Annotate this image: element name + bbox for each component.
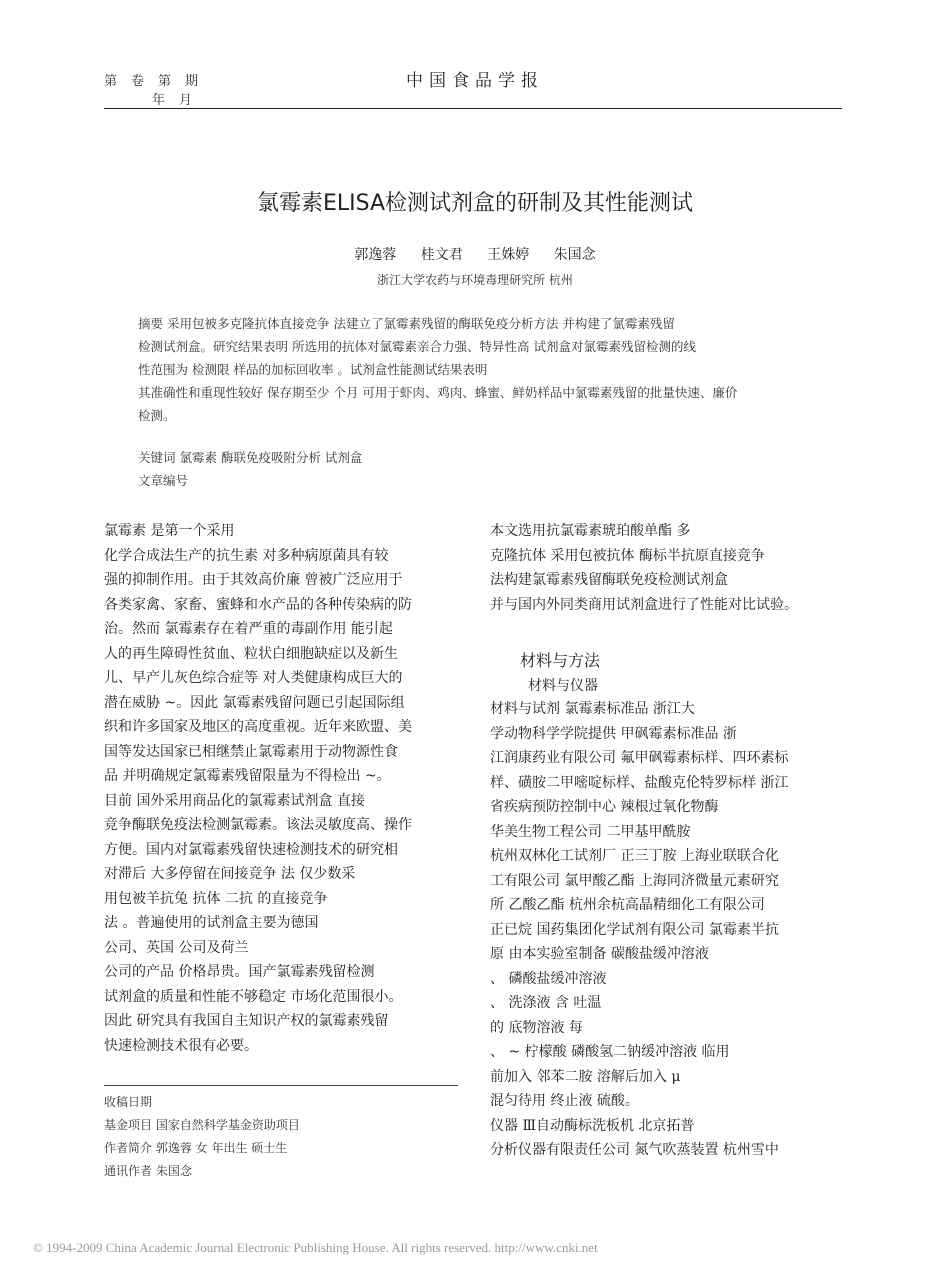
body-line: 各类家禽、家畜、蜜蜂和水产品的各种传染病的防 xyxy=(104,596,412,613)
body-line: 学动物科学学院提供 甲砜霉素标准品 浙 xyxy=(490,725,737,742)
footnote-rule xyxy=(104,1085,458,1086)
body-line: 品 并明确规定氯霉素残留限量为不得检出 ~。 xyxy=(104,768,391,784)
issue-line-2: 年月 xyxy=(152,93,207,108)
body-line: 、 磷酸盐缓冲溶液 xyxy=(490,970,607,987)
body-line: 省疾病预防控制中心 辣根过氧化物酶 xyxy=(490,799,719,815)
issue-line-1: 第卷第期 xyxy=(104,74,213,89)
body-line: 强的抑制作用。由于其效高价廉 曾被广泛应用于 xyxy=(104,572,403,588)
body-line: 公司、英国 公司及荷兰 xyxy=(104,939,249,956)
body-line: 正已烷 国药集团化学试剂有限公司 氯霉素半抗 xyxy=(490,921,779,938)
body-line: 、 ~ 柠檬酸 磷酸氢二钠缓冲溶液 临用 xyxy=(490,1044,730,1060)
body-line: 分析仪器有限责任公司 氮气吹蒸装置 杭州雪中 xyxy=(490,1142,779,1158)
body-line: 法 。普遍使用的试剂盒主要为德国 xyxy=(104,915,319,931)
body-line: 的 底物溶液 每 xyxy=(490,1019,583,1036)
body-line: 杭州双林化工试剂厂 正三丁胺 上海业联联合化 xyxy=(490,848,779,864)
body-line: 并与国内外同类商用试剂盒进行了性能对比试验。 xyxy=(490,596,798,613)
body-line: 江润康药业有限公司 氟甲砜霉素标样、四环素标 xyxy=(490,750,789,766)
right-column-materials xyxy=(490,697,842,1163)
affiliation: 浙江大学农药与环境毒理研究所 杭州 xyxy=(377,273,573,287)
body-line: 所 乙酸乙酯 杭州余杭高晶精细化工有限公司 xyxy=(490,897,765,913)
abstract-line: 其准确性和重现性较好 保存期至少 个月 可用于虾肉、鸡肉、蜂蜜、鲜奶样品中氯霉素残留的批量快速、廉价 xyxy=(138,385,738,400)
body-line: 方便。国内对氯霉素残留快速检测技术的研究相 xyxy=(104,841,398,858)
author: 王姝婷 xyxy=(487,247,530,263)
body-line: 原 由本实验室制备 碳酸盐缓冲溶液 xyxy=(490,946,709,962)
body-line: 治。然而 氯霉素存在着严重的毒副作用 能引起 xyxy=(104,621,393,637)
author-list xyxy=(0,244,950,264)
copyright-footer: © 1994-2009 China Academic Journal Electronic Publishing House. All rights reserved. http://www.cnki.net xyxy=(33,1240,598,1255)
body-line: 织和许多国家及地区的高度重视。近年来欧盟、美 xyxy=(104,719,412,735)
body-line: 竞争酶联免疫法检测氯霉素。该法灵敏度高、操作 xyxy=(104,817,412,833)
footnote-funding: 基金项目 国家自然科学基金资助项目 xyxy=(104,1118,300,1132)
body-line: 华美生物工程公司 二甲基甲酰胺 xyxy=(490,823,691,840)
footnote-author-bio: 作者简介 郭逸蓉 女 年出生 硕士生 xyxy=(104,1141,288,1155)
body-line: 对滞后 大多停留在间接竞争 法 仅少数采 xyxy=(104,866,356,882)
body-line: 、 洗涤液 含 吐温 xyxy=(490,995,602,1011)
right-column-intro xyxy=(490,519,842,617)
body-line: 法构建氯霉素残留酶联免疫检测试剂盒 xyxy=(490,572,728,588)
journal-name: 中国食品学报 xyxy=(406,71,544,91)
body-line: 工有限公司 氯甲酸乙酯 上海同济微量元素研究 xyxy=(490,872,779,889)
body-line: 材料与试剂 氯霉素标准品 浙江大 xyxy=(490,701,695,717)
body-line: 混匀待用 终止液 硫酸。 xyxy=(490,1093,639,1109)
abstract-line: 检测试剂盒。研究结果表明 所选用的抗体对氯霉素亲合力强、特异性高 试剂盒对氯霉素残留检测的线 xyxy=(138,339,696,354)
body-line: 公司的产品 价格昂贵。国产氯霉素残留检测 xyxy=(104,964,375,980)
abstract xyxy=(138,312,818,427)
author: 桂文君 xyxy=(420,247,463,263)
keywords-line: 关键词 氯霉素 酶联免疫吸附分析 试剂盒 xyxy=(138,450,363,465)
abstract-line: 性范围为 检测限 样品的加标回收率 。试剂盒性能测试结果表明 xyxy=(138,362,488,377)
body-line: 本文选用抗氯霉素琥珀酸单酯 多 xyxy=(490,523,691,539)
body-line: 仪器 Ⅲ自动酶标洗板机 北京拓普 xyxy=(490,1117,695,1134)
body-line: 克隆抗体 采用包被抗体 酶标半抗原直接竞争 xyxy=(490,547,765,564)
body-line: 人的再生障碍性贫血、粒状白细胞缺症以及新生 xyxy=(104,645,398,662)
body-line: 儿、早产儿灰色综合症等 对人类健康构成巨大的 xyxy=(104,670,403,686)
keywords xyxy=(138,446,818,492)
footnotes xyxy=(104,1091,458,1183)
paper-title: 氯霉素ELISA检测试剂盒的研制及其性能测试 xyxy=(256,191,694,216)
body-line: 样、磺胺二甲嘧啶标样、盐酸克伦特罗标样 浙江 xyxy=(490,774,789,791)
body-line: 试剂盒的质量和性能不够稳定 市场化范围很小。 xyxy=(104,988,403,1005)
body-line: 前加入 邻苯二胺 溶解后加入 μ xyxy=(490,1068,681,1085)
body-line: 潜在威胁 ~。因此 氯霉素残留问题已引起国际组 xyxy=(104,694,405,711)
body-line: 快速检测技术很有必要。 xyxy=(104,1037,258,1054)
body-line: 目前 国外采用商品化的氯霉素试剂盒 直接 xyxy=(104,792,365,809)
abstract-line: 摘要 采用包被多克隆抗体直接竞争 法建立了氯霉素残留的酶联免疫分析方法 并构建了氯霉素残留 xyxy=(138,316,675,331)
header-rule xyxy=(104,108,842,109)
section-title: 材料与方法 xyxy=(520,651,601,670)
body-line: 氯霉素 是第一个采用 xyxy=(104,523,235,539)
body-line: 国等发达国家已相继禁止氯霉素用于动物源性食 xyxy=(104,743,398,760)
author: 郭逸蓉 xyxy=(354,247,397,263)
subsection-title: 材料与仪器 xyxy=(528,678,598,694)
body-line: 因此 研究具有我国自主知识产权的氯霉素残留 xyxy=(104,1013,389,1029)
footnote-received: 收稿日期 xyxy=(104,1095,153,1109)
abstract-line: 检测。 xyxy=(138,408,176,423)
body-line: 用包被羊抗兔 抗体 二抗 的直接竞争 xyxy=(104,890,328,907)
left-column xyxy=(104,519,458,1058)
footnote-corresponding: 通讯作者 朱国念 xyxy=(104,1164,192,1178)
author: 朱国念 xyxy=(553,247,596,263)
article-number-line: 文章编号 xyxy=(138,473,189,488)
body-line: 化学合成法生产的抗生素 对多种病原菌具有较 xyxy=(104,547,389,564)
